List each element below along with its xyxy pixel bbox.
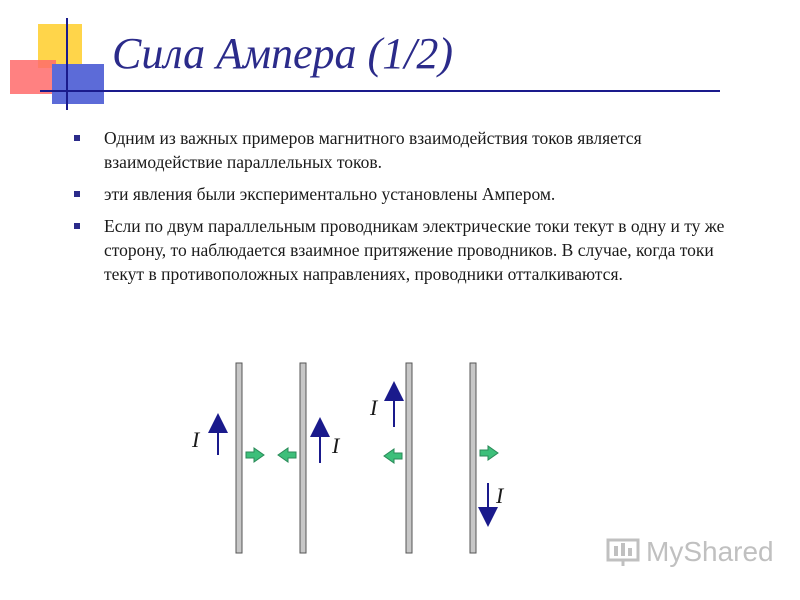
current-label: I — [332, 433, 340, 458]
current-label: I — [370, 395, 378, 420]
parallel-currents-diagram — [180, 355, 520, 565]
conductor-3 — [406, 363, 412, 553]
slide-title: Сила Ампера (1/2) — [112, 29, 454, 78]
bullet-item — [72, 182, 732, 206]
watermark — [606, 536, 774, 568]
bullet-icon — [74, 191, 80, 197]
bullet-text: эти явления были экспериментально установлены Ампером. — [104, 184, 556, 204]
bullet-text: Одним из важных примеров магнитного взаимодействия токов является взаимодействие параллельных токов. — [104, 128, 642, 172]
myshared-logo-icon — [606, 536, 640, 568]
bullet-item — [72, 126, 732, 174]
bullet-text: Если по двум параллельным проводникам электрические токи текут в одну и ту же сторону, то наблюдается взаимное притяжение проводников. В случае, когда токи текут в противоположных направлениях, проводники отталкиваются. — [104, 216, 725, 284]
force-arrow-left-icon — [278, 448, 296, 462]
bullet-icon — [74, 135, 80, 141]
title-divider-vertical — [66, 18, 68, 110]
current-label: I — [192, 427, 200, 452]
force-arrow-right-icon — [480, 446, 498, 460]
conductor-2 — [300, 363, 306, 553]
current-label: I — [496, 483, 504, 508]
conductor-1 — [236, 363, 242, 553]
conductor-4 — [470, 363, 476, 553]
bullet-icon — [74, 223, 80, 229]
title-divider-horizontal — [40, 90, 720, 92]
logo-square-red — [10, 60, 56, 94]
force-arrow-right-icon — [246, 448, 264, 462]
logo-square-blue — [52, 64, 104, 104]
bullet-list — [72, 126, 732, 294]
watermark-text: MyShared — [646, 536, 774, 567]
bullet-item — [72, 214, 732, 286]
force-arrow-left-icon — [384, 449, 402, 463]
